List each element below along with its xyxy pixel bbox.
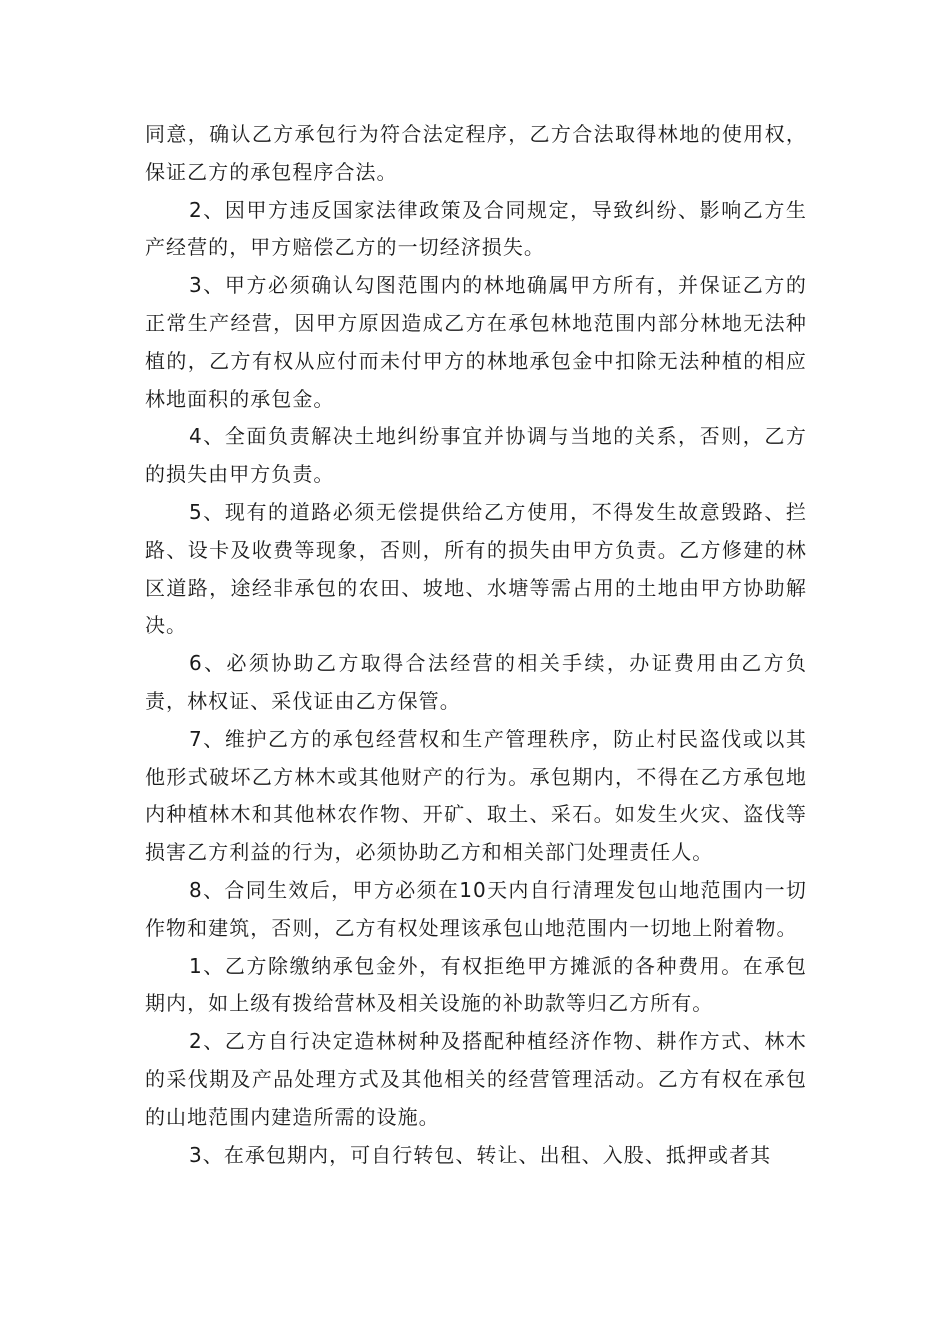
clause-8: 8、合同生效后，甲方必须在10天内自行清理发包山地范围内一切作物和建筑，否则，乙方有权处理该承包山地范围内一切地上附着物。: [145, 877, 807, 940]
paragraph-continuation: 同意，确认乙方承包行为符合法定程序，乙方合法取得林地的使用权，保证乙方的承包程序合法。: [145, 122, 807, 184]
party-b-clause-1: 1、乙方除缴纳承包金外，有权拒绝甲方摊派的各种费用。在承包期内，如上级有拨给营林及相关设施的补助款等归乙方所有。: [145, 953, 807, 1016]
clause-4: 4、全面负责解决土地纠纷事宜并协调与当地的关系，否则，乙方的损失由甲方负责。: [145, 424, 807, 487]
clause-6: 6、必须协助乙方取得合法经营的相关手续，办证费用由乙方负责，林权证、采伐证由乙方保管。: [145, 651, 807, 713]
party-b-clause-2: 2、乙方自行决定造林树种及搭配种植经济作物、耕作方式、林木的采伐期及产品处理方式及其他相关的经营管理活动。乙方有权在承包的山地范围内建造所需的设施。: [145, 1029, 807, 1129]
document-body: [145, 116, 807, 1174]
clause-5: 5、现有的道路必须无偿提供给乙方使用，不得发生故意毁路、拦路、设卡及收费等现象，否则，所有的损失由甲方负责。乙方修建的林区道路，途经非承包的农田、坡地、水塘等需占用的土地由甲方协助解决。: [145, 499, 807, 638]
party-b-clause-3: 3、在承包期内，可自行转包、转让、出租、入股、抵押或者其: [189, 1142, 772, 1167]
clause-2: 2、因甲方违反国家法律政策及合同规定，导致纠纷、影响乙方生产经营的，甲方赔偿乙方的一切经济损失。: [145, 197, 807, 260]
clause-7: 7、维护乙方的承包经营权和生产管理秩序，防止村民盗伐或以其他形式破坏乙方林木或其他财产的行为。承包期内，不得在乙方承包地内种植林木和其他林农作物、开矿、取土、采石。如发生火灾、盗伐等损害乙方利益的行为，必须协助乙方和相关部门处理责任人。: [145, 726, 807, 865]
clause-3: 3、甲方必须确认勾图范围内的林地确属甲方所有，并保证乙方的正常生产经营，因甲方原因造成乙方在承包林地范围内部分林地无法种植的，乙方有权从应付而未付甲方的林地承包金中扣除无法种植的相应林地面积的承包金。: [145, 273, 807, 411]
